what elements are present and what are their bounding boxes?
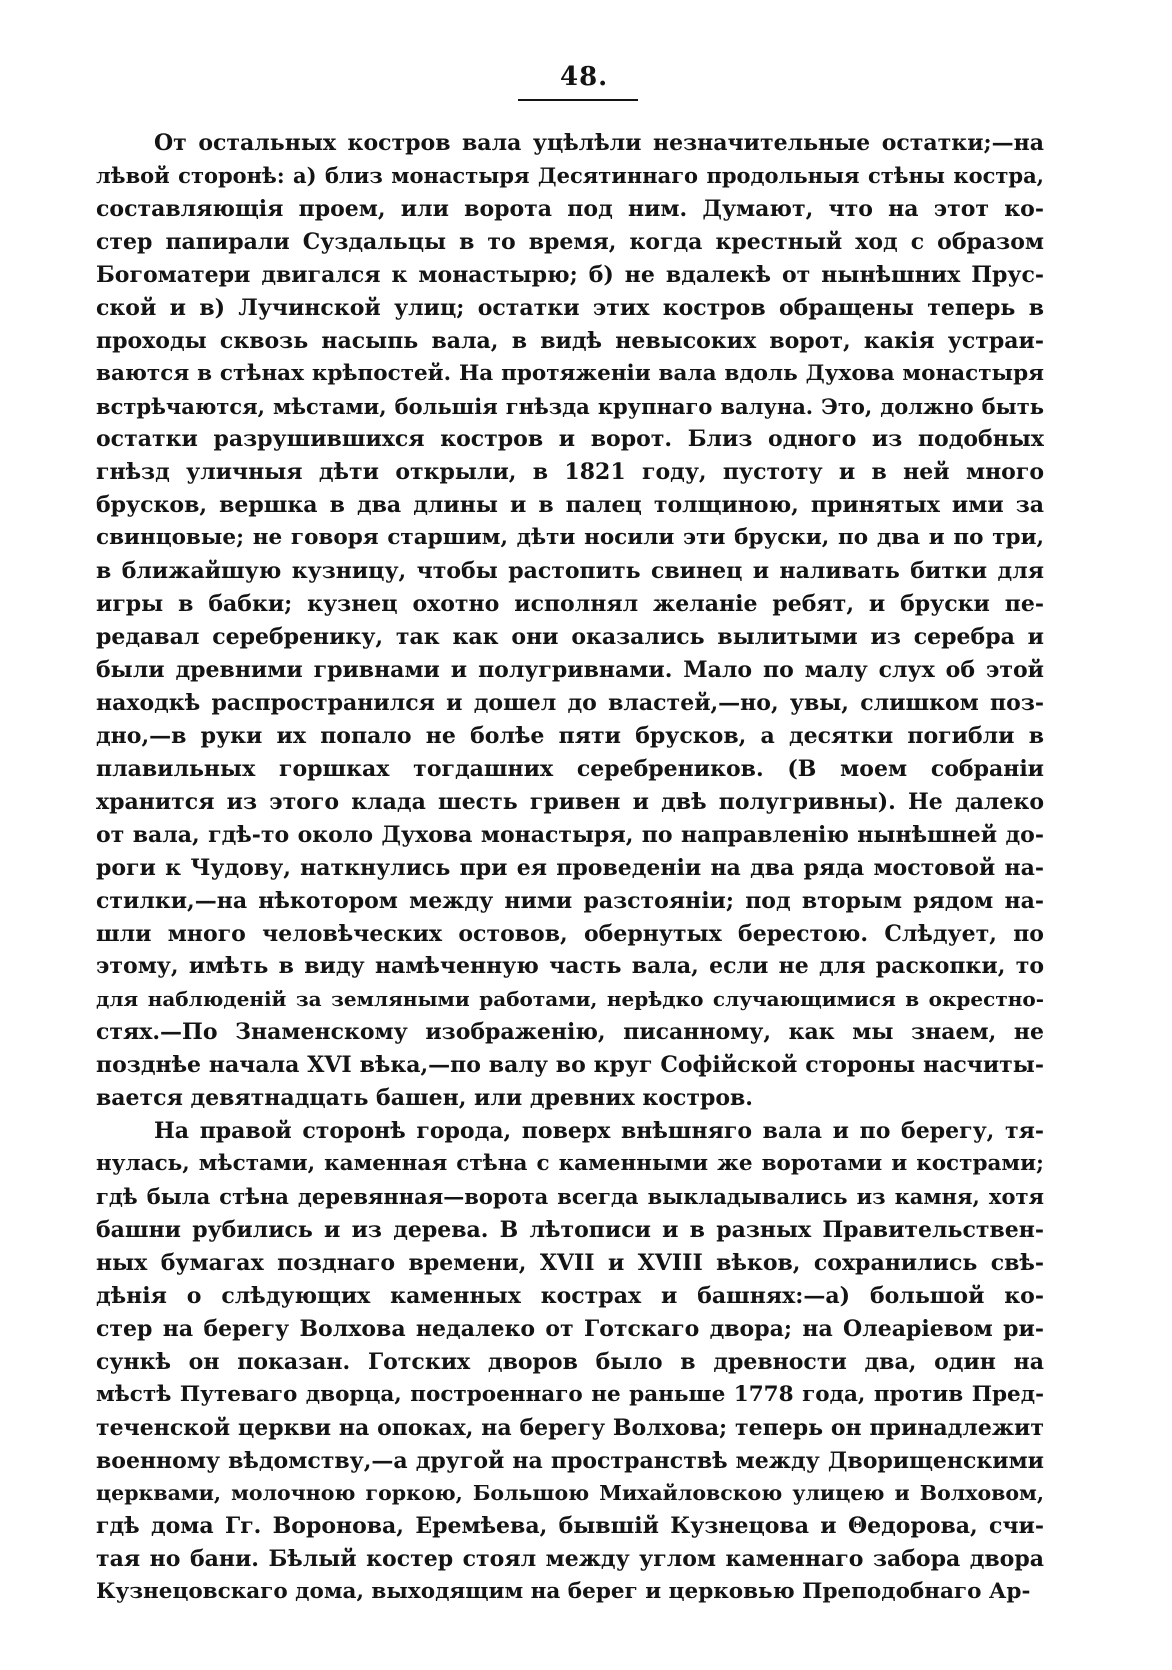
text-line: этому, имѣть в виду намѣченную часть вала, если не для раскопки, то: [96, 953, 1044, 980]
text-line: стилки,—на нѣкотором между ними разстояніи; под вторым рядом на-: [96, 887, 1044, 914]
text-line: встрѣчаются, мѣстами, большія гнѣзда крупнаго валуна. Это, должно быть: [96, 393, 1044, 419]
text-line: На правой сторонѣ города, поверх внѣшняго вала и по берегу, тя-: [154, 1118, 1044, 1145]
text-line: свинцовые; не говоря старшим, дѣти носили эти бруски, по два и по три,: [96, 525, 1044, 551]
text-line: плавильных горшках тогдашних серебреников. (В моем собраніи: [96, 755, 1044, 782]
paragraph: [96, 127, 1044, 1115]
text-line: позднѣе начала XVI вѣка,—по валу во круг Софійской стороны насчиты-: [96, 1052, 1044, 1079]
text-line: редавал серебренику, так как они оказались вылитыми из серебра и: [96, 624, 1044, 651]
text-line: гдѣ дома Гг. Воронова, Еремѣева, бывшій Кузнецова и Θедорова, счи-: [96, 1513, 1044, 1540]
text-line: были древними гривнами и полугривнами. Мало по малу слух об этой: [96, 657, 1044, 683]
text-line: нулась, мѣстами, каменная стѣна с каменными же воротами и кострами;: [96, 1151, 1044, 1177]
page-number: 48.: [560, 62, 609, 92]
text-line: От остальных костров вала уцѣлѣли незначительные остатки;—на: [154, 130, 1044, 156]
text-line: роги к Чудову, наткнулись при ея проведеніи на два ряда мостовой на-: [96, 854, 1044, 881]
text-line: стер папирали Суздальцы в то время, когда крестный ход с образом: [96, 228, 1044, 255]
text-line: игры в бабки; кузнец охотно исполнял желаніе ребят, и бруски пе-: [96, 591, 1044, 618]
text-line: гдѣ была стѣна деревянная—ворота всегда выкладывались из камня, хотя: [96, 1184, 1044, 1209]
text-line: от вала, гдѣ-то около Духова монастыря, по направленію нынѣшней до-: [96, 821, 1044, 848]
text-line: стях.—По Знаменскому изображенію, писанному, как мы знаем, не: [96, 1019, 1044, 1046]
text-line: тая но бани. Бѣлый костер стоял между углом каменнаго забора двора: [96, 1546, 1044, 1573]
text-line: находкѣ распространился и дошел до властей,—но, увы, слишком поз-: [96, 689, 1044, 716]
text-line: в ближайшую кузницу, чтобы растопить свинец и наливать битки для: [96, 558, 1044, 585]
text-line: ской и в) Лучинской улиц; остатки этих костров обращены теперь в: [96, 294, 1044, 321]
text-line: дѣнія о слѣдующих каменных кострах и башнях:—а) большой ко-: [96, 1282, 1044, 1309]
text-line: башни рубились и из дерева. В лѣтописи и в разных Правительствен-: [96, 1216, 1044, 1243]
text-line: мѣстѣ Путеваго дворца, построеннаго не раньше 1778 года, против Пред-: [96, 1381, 1044, 1407]
paragraph: [96, 1115, 1044, 1609]
text-line: Богоматери двигался к монастырю; б) не вдалекѣ от нынѣшних Прус-: [96, 261, 1044, 288]
text-line: военному вѣдомству,—а другой на пространствѣ между Дворищенскими: [96, 1447, 1044, 1474]
text-line: гнѣзд уличныя дѣти открыли, в 1821 году, пустоту и в ней много: [96, 459, 1044, 486]
text-line: ваются в стѣнах крѣпостей. На протяженіи вала вдоль Духова монастыря: [96, 360, 1044, 386]
text-line: стер на берегу Волхова недалеко от Готскаго двора; на Олеаріевом ри-: [96, 1315, 1044, 1342]
page-number-rule: [518, 99, 638, 101]
text-line: брусков, вершка в два длины и в палец толщиною, принятых ими за: [96, 492, 1044, 519]
text-line: лѣвой сторонѣ: а) близ монастыря Десятиннаго продольныя стѣны костра,: [96, 162, 1044, 188]
text-line: хранится из этого клада шесть гривен и двѣ полугривны). Не далеко: [96, 788, 1044, 815]
text-line: теченской церкви на опоках, на берегу Волхова; теперь он принадлежит: [96, 1414, 1044, 1441]
text-line: для наблюденій за земляными работами, нерѣдко случающимися в окрестно-: [96, 987, 1044, 1012]
text-line: дно,—в руки их попало не болѣе пяти брусков, а десятки погибли в: [96, 722, 1044, 749]
text-line: остатки разрушившихся костров и ворот. Близ одного из подобных: [96, 426, 1044, 453]
text-line: сункѣ он показан. Готских дворов было в древности два, один на: [96, 1348, 1044, 1375]
text-line: ных бумагах позднаго времени, XVII и XVIII вѣков, сохранились свѣ-: [96, 1249, 1044, 1276]
text-line: вается девятнадцать башен, или древних костров.: [96, 1085, 753, 1112]
body-text: [96, 127, 1044, 1609]
text-line: составляющія проем, или ворота под ним. Думают, что на этот ко-: [96, 195, 1044, 222]
text-line: проходы сквозь насыпь вала, в видѣ невысоких ворот, какія устраи-: [96, 327, 1044, 354]
text-line: Кузнецовскаго дома, выходящим на берег и церковью Преподобнаго Ар-: [96, 1579, 1031, 1605]
text-line: шли много человѣческих остовов, обернутых берестою. Слѣдует, по: [96, 920, 1044, 947]
text-line: церквами, молочною горкою, Большою Михайловскою улицею и Волховом,: [96, 1481, 1044, 1506]
